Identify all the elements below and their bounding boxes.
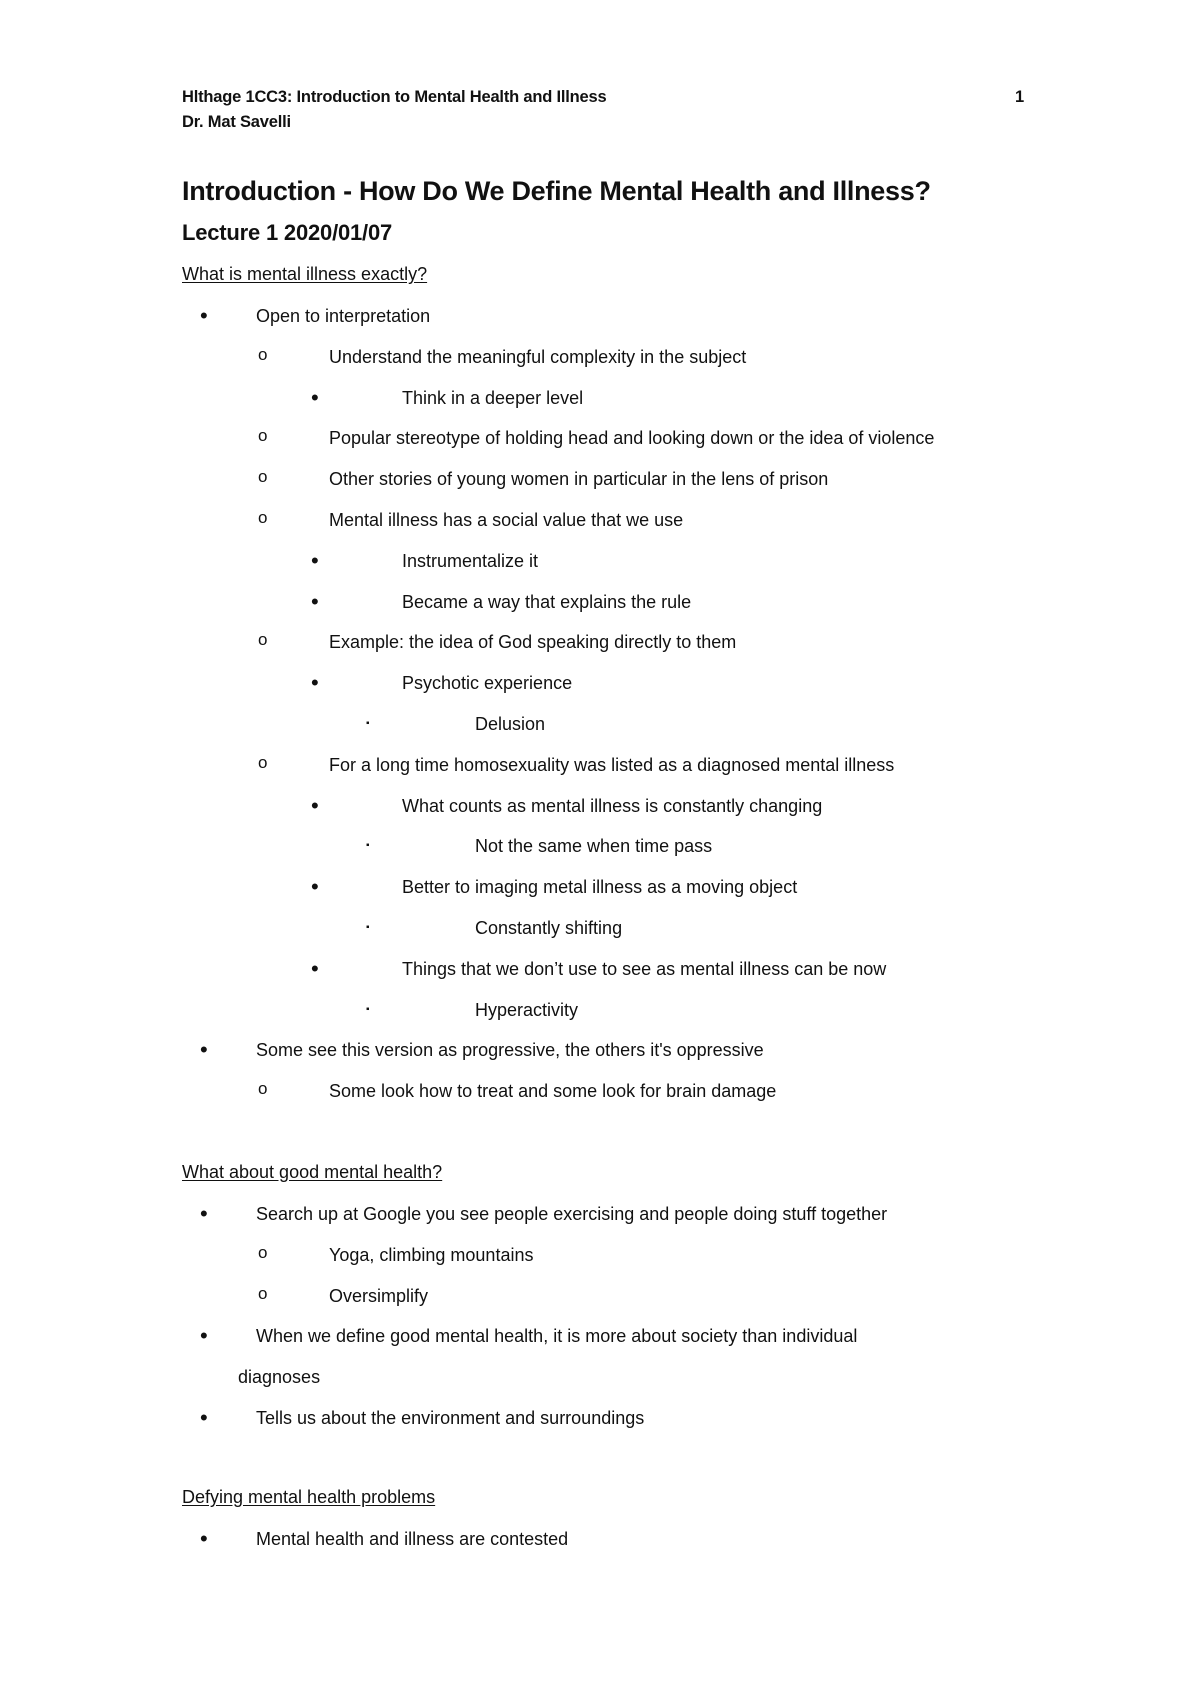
list-item [0,509,1200,533]
bullet-circle-icon: o [258,508,268,527]
list-item [0,588,1200,615]
bullet-circle-icon: o [258,752,268,772]
bullet-circle-icon: o [258,630,268,650]
section-heading: What is mental illness exactly? [182,264,428,284]
list-item-text: Psychotic experience [402,673,573,694]
lecture-subtitle: Lecture 1 2020/01/07 [182,220,393,245]
bullet-disc-icon: • [200,303,208,328]
list-item-text: Open to interpretation [256,306,431,326]
list-item [0,1080,1200,1104]
section-heading: What about good mental health? [182,1162,443,1182]
bullet-disc-icon: • [311,874,319,900]
bullet-square-icon: ▪ [366,840,370,852]
list-item [0,792,1200,819]
bullet-square-icon: ▪ [366,1003,370,1015]
list-item-text: Tells us about the environment and surroundings [256,1408,645,1428]
bullet-disc-icon: • [311,588,319,614]
list-item [0,999,1200,1023]
list-item-text: What counts as mental illness is constantly changing [402,795,823,816]
list-item-text: Delusion [475,714,546,734]
instructor-header: Dr. Mat Savelli [182,113,291,131]
list-item [0,917,1200,941]
list-item-text: Not the same when time pass [475,836,713,857]
list-item [0,835,1200,859]
list-item [0,384,1200,411]
list-item-text: Other stories of young women in particular in the lens of prison [329,469,829,490]
list-item-text: Hyperactivity [475,999,579,1020]
list-item-text: When we define good mental health, it is more about society than individual [256,1326,858,1347]
list-item-text: Constantly shifting [475,918,623,938]
list-item [0,346,1200,370]
list-item-text: Search up at Google you see people exercising and people doing stuff together [256,1204,888,1224]
bullet-square-icon: ▪ [366,922,370,933]
list-item [0,1244,1200,1268]
list-item [0,955,1200,982]
bullet-disc-icon: • [200,1037,208,1063]
list-item-text: Some see this version as progressive, the others it's oppressive [256,1040,764,1061]
list-item-text: Oversimplify [329,1285,429,1306]
list-item-text: Yoga, climbing mountains [329,1244,534,1265]
list-item [0,1366,1200,1390]
bullet-disc-icon: • [200,1323,208,1349]
list-item [0,1203,1200,1227]
bullet-square-icon: ▪ [366,718,370,729]
bullet-circle-icon: o [258,1283,268,1303]
bullet-disc-icon: • [311,547,319,573]
list-item [0,713,1200,737]
bullet-circle-icon: o [258,467,268,487]
course-header: Hlthage 1CC3: Introduction to Mental Health and Illness [182,88,607,106]
list-item [0,631,1200,655]
list-item [0,1039,1200,1063]
list-item-text: Became a way that explains the rule [402,591,692,612]
list-item-text: Some look how to treat and some look for brain damage [329,1081,777,1102]
bullet-disc-icon: • [200,1526,208,1551]
list-item [0,468,1200,492]
list-item-text: diagnoses [238,1367,321,1388]
bullet-circle-icon: o [258,1242,268,1262]
list-item [0,305,1200,329]
list-item [0,547,1200,574]
page-number: 1 [1015,88,1025,106]
bullet-disc-icon: • [200,1201,208,1226]
list-item [0,1325,1200,1349]
bullet-disc-icon: • [311,955,319,981]
list-item-text: Mental illness has a social value that we use [329,510,684,530]
list-item-text: Mental health and illness are contested [256,1529,569,1549]
bullet-disc-icon: • [311,670,319,696]
list-item-text: For a long time homosexuality was listed as a diagnosed mental illness [329,754,895,775]
list-item-text: Things that we don’t use to see as mental illness can be now [402,958,887,979]
bullet-circle-icon: o [258,1079,268,1099]
bullet-circle-icon: o [258,426,268,446]
list-item [0,754,1200,778]
list-item [0,427,1200,451]
bullet-disc-icon: • [311,384,319,410]
list-item-text: Think in a deeper level [402,387,584,408]
list-item-text: Popular stereotype of holding head and looking down or the idea of violence [329,428,935,449]
page-title: Introduction - How Do We Define Mental Health and Illness? [182,176,931,206]
list-item [0,672,1200,696]
list-item-text: Understand the meaningful complexity in the subject [329,346,747,367]
section-heading: Defying mental health problems [182,1487,436,1507]
list-item-text: Instrumentalize it [402,550,539,571]
list-item-text: Example: the idea of God speaking directly to them [329,632,737,653]
list-item [0,1528,1200,1552]
bullet-disc-icon: • [311,792,319,818]
list-item [0,876,1200,900]
bullet-circle-icon: o [258,344,268,364]
list-item [0,1285,1200,1309]
bullet-disc-icon: • [200,1405,208,1430]
list-item-text: Better to imaging metal illness as a moving object [402,877,798,898]
list-item [0,1407,1200,1431]
